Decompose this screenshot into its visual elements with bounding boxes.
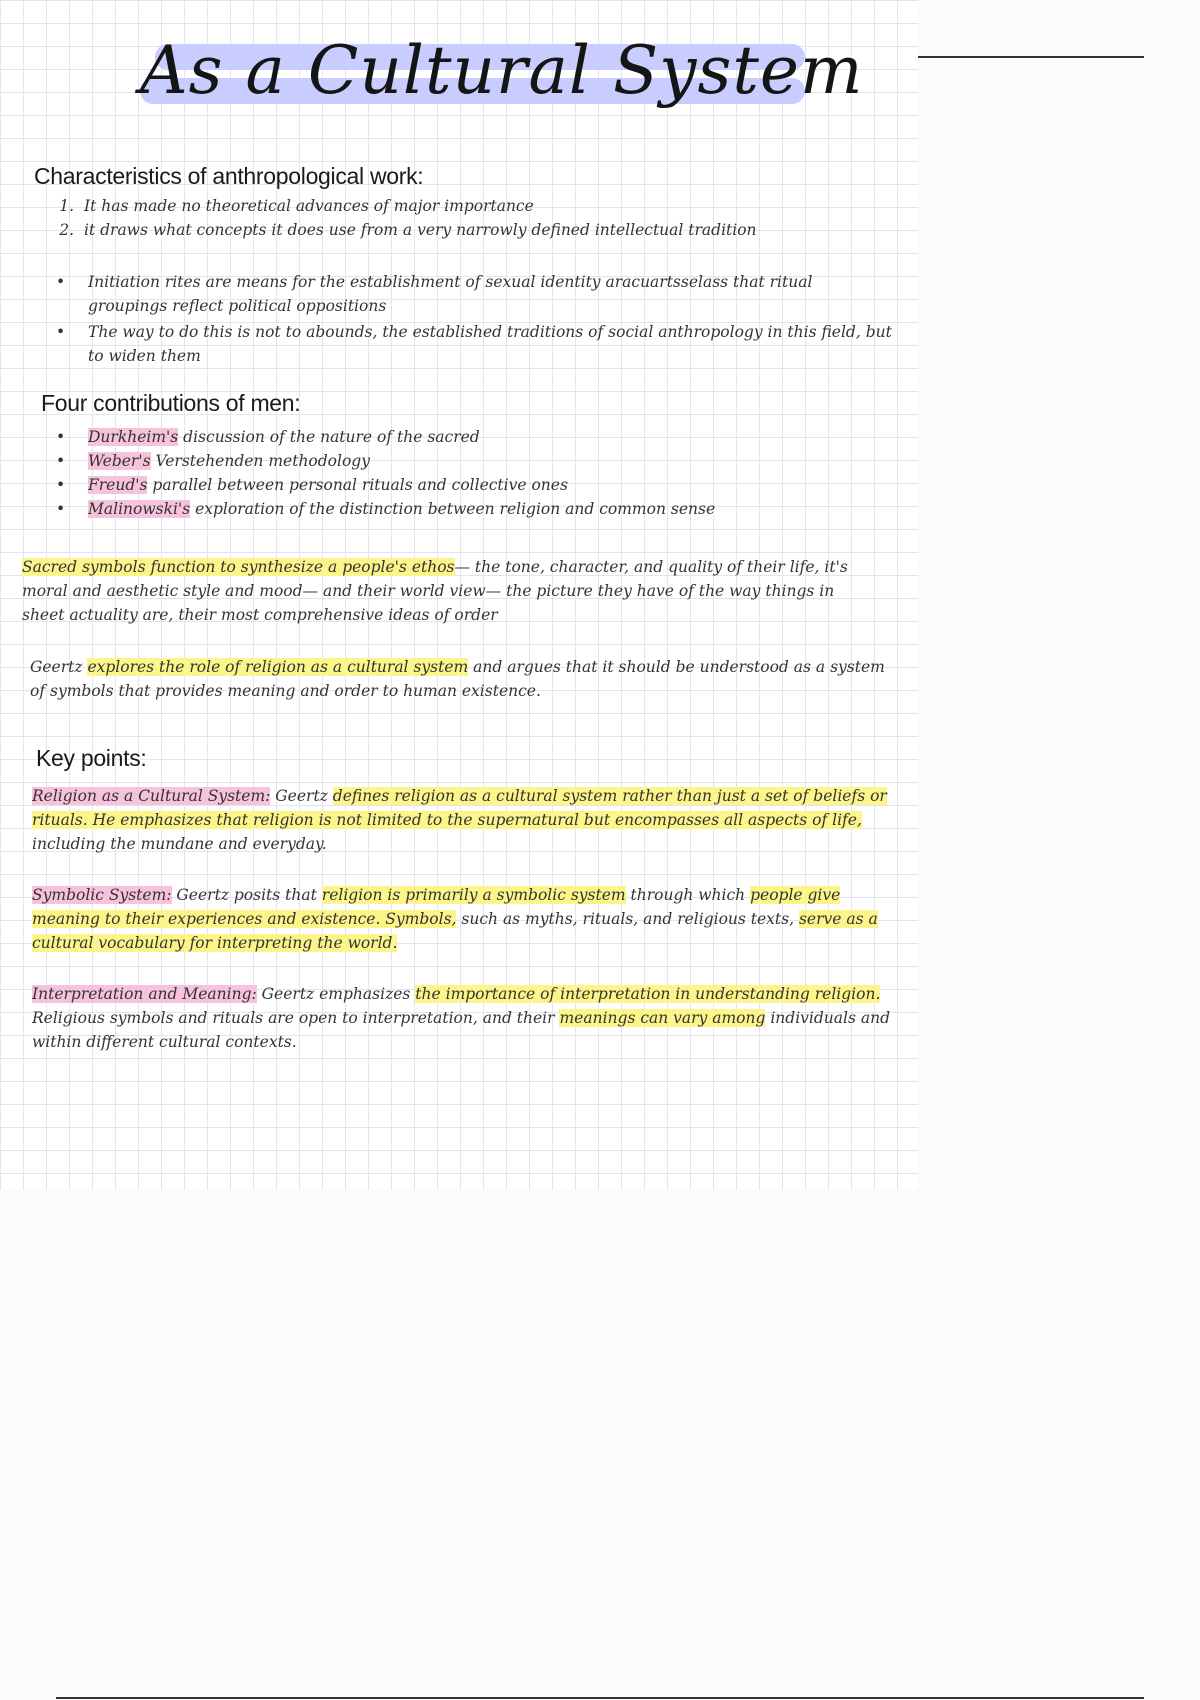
key-point-religion: Religion as a Cultural System: Geertz defines religion as a cultural system rather than just a set of beliefs or rituals. He emphasizes that religion is not limited to the supernatural but encompasses all aspects of life, including the mundane and everyday. [32,787,887,853]
highlighted-text: explores the role of religion as a cultural system [87,658,469,676]
list-item: • The way to do this is not to abounds, the established traditions of social anthropology in this field, but to widen them [56,320,896,368]
list-item: • Weber's Verstehenden methodology [56,449,896,473]
highlighted-text: the importance of interpretation in understanding religion. [415,985,881,1003]
sacred-symbols-paragraph: Sacred symbols function to synthesize a people's ethos— the tone, character, and quality of their life, it's moral and aesthetic style and mood— and their world view— the picture they have of the way things in sheet actuality are, their most comprehensive ideas of order [22,558,848,624]
key-points-heading: Key points: [36,745,147,771]
highlighted-text: meanings can vary among [559,1009,766,1027]
item-number: 1. [59,197,74,215]
key-point-interpretation: Interpretation and Meaning: Geertz emphasizes the importance of interpretation in understanding religion. Religious symbols and rituals are open to interpretation, and their meanings can vary among individuals and within different cultural contexts. [32,985,891,1051]
scholar-name: Weber's [88,452,151,470]
scholar-name: Malinowski's [88,500,191,518]
key-point-symbolic: Symbolic System: Geertz posits that religion is primarily a symbolic system through which people give meaning to their experiences and existence. Symbols, such as myths, rituals, and religious texts, serve as a cultural vocabulary for interpreting the world. [32,886,878,952]
list-item: • Malinowski's exploration of the distinction between religion and common sense [56,497,896,521]
contributions-list [56,425,896,521]
highlighted-text: religion is primarily a symbolic system [321,886,626,904]
item-text: it draws what concepts it does use from a very narrowly defined intellectual tradition [84,221,757,239]
numbered-item [38,194,878,218]
highlighted-text: serve as a cultural vocabulary for interpreting the world. [32,910,878,952]
characteristics-heading: Characteristics of anthropological work: [34,163,424,189]
item-text: It has made no theoretical advances of major importance [84,197,534,215]
page-title: As a Cultural System [140,32,864,109]
key-point-label: Interpretation and Meaning: [32,985,257,1003]
item-number: 2. [59,221,74,239]
title-block [140,28,864,118]
scholar-name: Freud's [88,476,148,494]
key-point-label: Religion as a Cultural System: [32,787,271,805]
top-right-rule [918,56,1144,58]
characteristics-bullets [56,270,896,368]
numbered-item [38,218,878,242]
list-item: • Freud's parallel between personal rituals and collective ones [56,473,896,497]
bottom-rule [56,1697,1144,1699]
geertz-paragraph: Geertz explores the role of religion as a cultural system and argues that it should be understood as a system of symbols that provides meaning and order to human existence. [30,658,885,700]
highlighted-text: Sacred symbols function to synthesize a people's ethos [22,558,455,576]
key-point-label: Symbolic System: [32,886,172,904]
scholar-name: Durkheim's [88,428,179,446]
list-item: • Durkheim's discussion of the nature of the sacred [56,425,896,449]
numbered-list [38,194,878,242]
highlighted-text: people give meaning to their experiences and existence. Symbols, [32,886,841,928]
list-item: • Initiation rites are means for the establishment of sexual identity aracuartsselass that ritual groupings reflect political oppositions [56,270,896,318]
highlighted-text: defines religion as a cultural system rather than just a set of beliefs or rituals. He emphasizes that religion is not limited to the supernatural but encompasses all aspects of life, [32,787,887,829]
contributions-heading: Four contributions of men: [41,390,301,416]
